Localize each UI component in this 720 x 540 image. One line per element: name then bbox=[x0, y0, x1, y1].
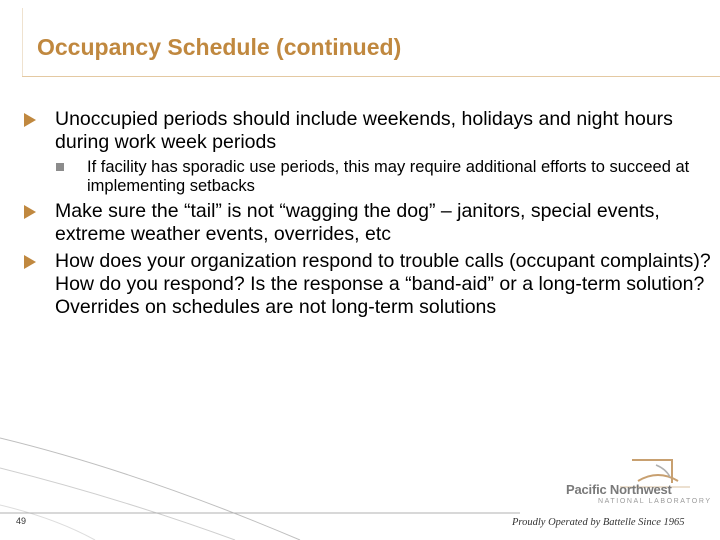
square-bullet-icon bbox=[56, 163, 64, 171]
bullet-text: Make sure the “tail” is not “wagging the dog” – janitors, special events, extreme weather events, overrides, etc bbox=[55, 200, 660, 245]
logo-name: Pacific Northwest bbox=[566, 482, 672, 497]
slide-title: Occupancy Schedule (continued) bbox=[37, 34, 402, 60]
logo-subtitle: NATIONAL LABORATORY bbox=[598, 498, 712, 505]
title-frame-line bbox=[22, 8, 23, 76]
slide-number: 49 bbox=[16, 516, 27, 526]
bullet-text: Unoccupied periods should include weekends, holidays and night hours during work week periods bbox=[55, 108, 673, 153]
bullet-item bbox=[22, 108, 712, 154]
bullet-item bbox=[22, 250, 712, 319]
bullet-list bbox=[22, 108, 712, 323]
arrow-bullet-icon bbox=[24, 205, 36, 219]
sub-bullet-item bbox=[22, 158, 712, 196]
bullet-text: How does your organization respond to trouble calls (occupant complaints)? How do you respond? Is the response a “band-aid” or a long-term solution? Overrides on schedules are not long-term solutions bbox=[55, 250, 711, 318]
sub-bullet-text: If facility has sporadic use periods, this may require additional efforts to succeed at implementing setbacks bbox=[87, 158, 690, 195]
arrow-bullet-icon bbox=[24, 255, 36, 269]
bullet-item bbox=[22, 200, 712, 246]
arrow-bullet-icon bbox=[24, 113, 36, 127]
tagline: Proudly Operated by Battelle Since 1965 bbox=[512, 517, 685, 528]
title-underline bbox=[22, 76, 720, 77]
